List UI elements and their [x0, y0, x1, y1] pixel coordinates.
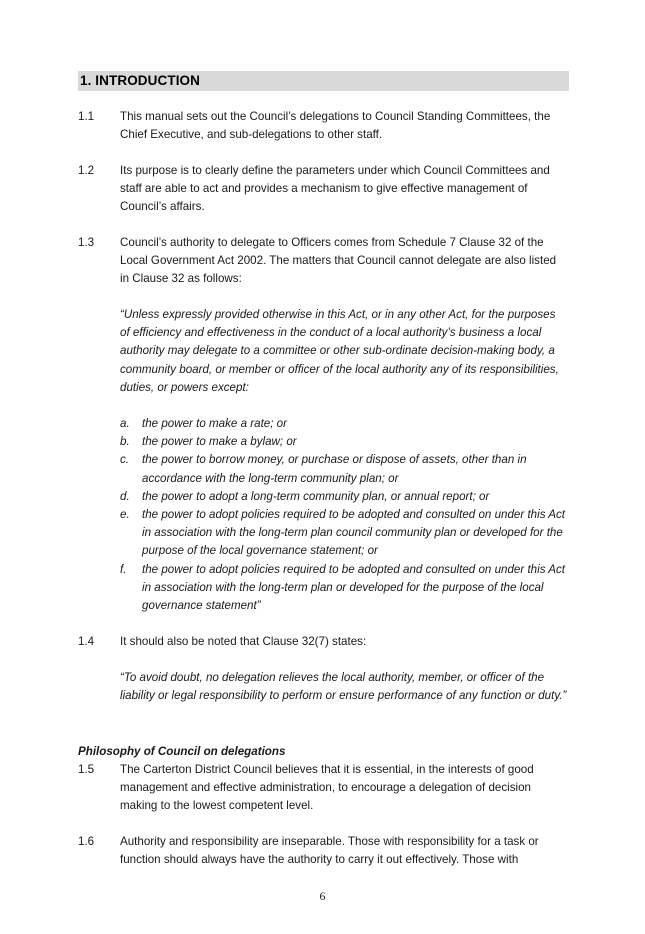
list-item [120, 415, 568, 433]
list-item-text: the power to adopt policies required to be adopted and consulted on under this Act in association with the long-term plan or developed for the purpose of the local governance statement” [142, 562, 566, 613]
paragraph-text: The Carterton District Council believes that it is essential, in the interests of good management and effective administration, to encourage a delegation of decision making to the lowest competent level. [120, 763, 534, 813]
paragraph-text: Council’s authority to delegate to Officers comes from Schedule 7 Clause 32 of the Local Government Act 2002. The matters that Council cannot delegate are also listed in Clause 32 as follows: [120, 236, 557, 286]
list-letter: f. [120, 562, 127, 576]
list-letter: a. [120, 417, 130, 430]
paragraph-number: 1.2 [78, 164, 95, 177]
paragraph-number: 1.3 [78, 236, 95, 249]
list-item-text: the power to adopt a long-term community plan, or annual report; or [142, 489, 490, 503]
paragraph-text: Authority and responsibility are inseparable. Those with responsibility for a task or function should always have the authority to carry it out effectively. Those with [120, 835, 539, 867]
paragraph-text: Its purpose is to clearly define the parameters under which Council Committees and staff are able to act and provides a mechanism to give effective management of Council’s affairs. [120, 164, 550, 214]
list-item [120, 561, 568, 616]
list-item [120, 488, 568, 506]
list-letter: e. [120, 508, 130, 522]
paragraph-number: 1.4 [78, 635, 95, 648]
list-item [120, 451, 568, 487]
paragraph-number: 1.5 [78, 763, 95, 776]
list-item-text: the power to borrow money, or purchase or dispose of assets, other than in accordance with the long-term community plan; or [142, 453, 527, 485]
list-item-text: the power to adopt policies required to be adopted and consulted on under this Act in association with the long-term plan council community plan or developed for the purpose of the local governance statement; or [142, 508, 566, 558]
paragraph-number: 1.6 [78, 835, 95, 848]
list-letter: b. [120, 435, 130, 449]
paragraph-text: This manual sets out the Council’s delegations to Council Standing Committees, the Chief Executive, and sub-delegations to other staff. [120, 110, 551, 142]
list-item-text: the power to make a bylaw; or [142, 435, 297, 449]
list-letter: c. [120, 453, 130, 467]
section-heading: 1. INTRODUCTION [80, 73, 201, 88]
paragraph-text: It should also be noted that Clause 32(7) states: [120, 635, 367, 648]
clause-quote: “To avoid doubt, no delegation relieves the local authority, member, or officer of the liability or legal responsibility to perform or ensure performance of any function or duty.” [120, 671, 567, 703]
page-number: 6 [319, 889, 326, 903]
philosophy-heading: Philosophy of Council on delegations [78, 745, 286, 758]
list-item [120, 433, 568, 451]
list-item-text: the power to make a rate; or [142, 417, 287, 430]
list-item [120, 506, 568, 561]
legislation-quote: “Unless expressly provided otherwise in this Act, or in any other Act, for the purposes of efficiency and effectiveness in the conduct of a local authority’s business a local authority may delegate to a committee or other sub-ordinate decision-making body, a community board, or member or officer of the local authority any of its responsibilities, duties, or powers except: [120, 308, 559, 394]
paragraph-number: 1.1 [78, 110, 95, 123]
list-letter: d. [120, 489, 130, 503]
exceptions-list [120, 415, 568, 615]
